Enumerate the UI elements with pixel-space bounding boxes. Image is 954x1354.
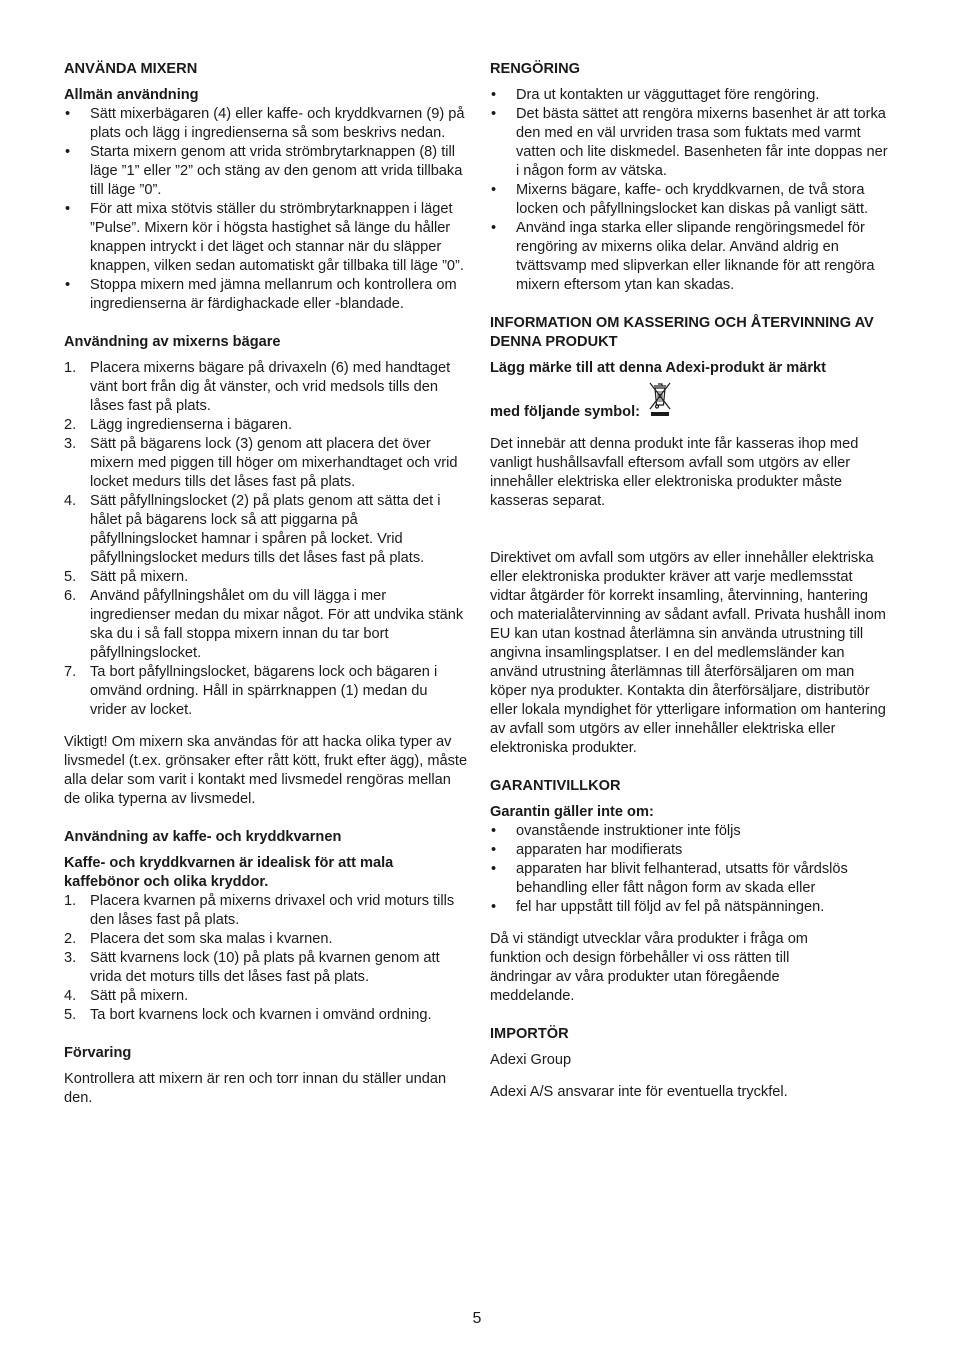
list-item: • apparaten har modifierats: [491, 842, 683, 858]
list-item: 2. Placera det som ska malas i kvarnen.: [64, 931, 333, 947]
disposal-symbol-label: med följande symbol:: [490, 404, 641, 420]
section-heading-using-mixer: ANVÄNDA MIXERN: [64, 61, 198, 77]
list-item: 5. Ta bort kvarnens lock och kvarnen i omvänd ordning.: [64, 1007, 432, 1023]
list-item: 3. Sätt kvarnens lock (10) på plats på kvarnen genom att vrida det moturs tills det låses fast på plats.: [64, 950, 440, 985]
list-item: 1. Placera kvarnen på mixerns drivaxel och vrid moturs tills den låses fast på plats.: [64, 893, 455, 928]
list-item: • Sätt mixerbägaren (4) eller kaffe- och kryddkvarnen (9) på plats och lägg i ingredienserna så som beskrivs nedan.: [65, 106, 465, 141]
list-item: 6. Använd påfyllningshålet om du vill lägga i mer ingredienser medan du mixar något. För att undvika stänk ska du i så fall stoppa mixern innan du tar bort påfyllningslocket.: [64, 588, 464, 661]
warranty-paragraph: Då vi ständigt utvecklar våra produkter i fråga om funktion och design förbehåller vi oss rätten till ändringar av våra produkter utan föregående meddelande.: [490, 931, 808, 1004]
disposal-paragraph-2: Direktivet om avfall som utgörs av eller innehåller elektriska eller elektroniska produkter kräver att varje medlemsstat vidtar åtgärder för korrekt insamling, återvinning, hantering och materialåtervinning av sådant avfall. Privata hushåll inom EU kan utan kostnad återlämna sin använda utrustning till angivna insamlingsplatser. I en del medlemsländer kan använd utrustning återlämnas till återförsäljaren om man köper nya produkter. Kontakta din återförsäljare, distributör eller lokala myndighet för ytterligare information om hantering av avfall som utgörs av eller innehåller elektriska eller elektroniska produkter.: [490, 550, 886, 756]
right-column: [490, 60, 890, 1102]
grinder-intro: Kaffe- och kryddkvarnen är idealisk för att mala kaffebönor och olika kryddor.: [64, 855, 394, 890]
subheading-jar-use: Användning av mixerns bägare: [64, 334, 281, 350]
disposal-paragraph-1: Det innebär att denna produkt inte får kasseras ihop med vanligt hushållsavfall eftersom avfall som utgörs av eller innehåller elektriska eller elektroniska produkter måste kasseras separat.: [490, 436, 859, 509]
section-heading-warranty: GARANTIVILLKOR: [490, 778, 621, 794]
warranty-list: [490, 822, 890, 917]
jar-use-list: [64, 359, 468, 720]
left-column: [64, 60, 468, 1108]
section-heading-importer: IMPORTÖR: [490, 1026, 569, 1042]
disposal-bold-line: Lägg märke till att denna Adexi-produkt är märkt: [490, 360, 826, 376]
list-item: 5. Sätt på mixern.: [64, 569, 189, 585]
list-item: • Det bästa sättet att rengöra mixerns basenhet är att torka den med en väl urvriden trasa som fuktats med varmt vatten och lite diskmedel. Basenheten får inte doppas ner i någon form av vätska.: [491, 106, 888, 179]
list-item: 7. Ta bort påfyllningslocket, bägarens lock och bägaren i omvänd ordning. Håll in spärrknappen (1) medan du vrider av locket.: [64, 664, 438, 718]
list-item: • Dra ut kontakten ur vägguttaget före rengöring.: [491, 87, 820, 103]
warranty-subheading: Garantin gäller inte om:: [490, 804, 654, 820]
list-item: • apparaten har blivit felhanterad, utsatts för vårdslös behandling eller fått någon form av skada eller: [491, 861, 848, 896]
list-item: 3. Sätt på bägarens lock (3) genom att placera det över mixern med piggen till höger om mixerhandtaget och vrid locket medurs tills det låses fast på plats.: [64, 436, 458, 490]
list-item: 4. Sätt påfyllningslocket (2) på plats genom att sätta det i hålet på bägarens lock så att piggarna på påfyllningslocket hamnar i spåren på locket. Vrid påfyllningslocket medurs tills det låses fast på plats.: [64, 493, 441, 566]
crossed-out-wheelie-bin-icon: [648, 380, 672, 424]
list-item: • För att mixa stötvis ställer du strömbrytarknappen i läget ”Pulse”. Mixern kör i högsta hastighet så länge du håller knappen intryckt i det läget och stannar när du släpper knappen, vilken sedan automatiskt går tillbaka till läge ”0”.: [65, 201, 464, 274]
list-item: • ovanstående instruktioner inte följs: [491, 823, 741, 839]
list-item: • fel har uppstått till följd av fel på nätspänningen.: [491, 899, 825, 915]
list-item: 4. Sätt på mixern.: [64, 988, 189, 1004]
storage-text: Kontrollera att mixern är ren och torr innan du ställer undan den.: [64, 1071, 447, 1106]
general-use-list: [64, 105, 468, 314]
importer-name: Adexi Group: [490, 1052, 572, 1068]
subheading-general-use: Allmän användning: [64, 87, 199, 103]
cleaning-list: [490, 86, 890, 295]
symbol-line: [490, 380, 890, 422]
important-note: Viktigt! Om mixern ska användas för att hacka olika typer av livsmedel (t.ex. grönsaker efter rått kött, frukt efter ägg), måste alla delar som varit i kontakt med livsmedel rengöras mellan de olika typerna av livsmedel.: [64, 734, 468, 807]
subheading-storage: Förvaring: [64, 1045, 132, 1061]
list-item: 2. Lägg ingredienserna i bägaren.: [64, 417, 293, 433]
page-number: 5: [472, 1310, 482, 1327]
list-item: • Använd inga starka eller slipande rengöringsmedel för rengöring av mixerns olika delar. Använd aldrig en tvättsvamp med slipverkan eller liknande för att rengöra mixern eftersom ytan kan skadas.: [491, 220, 875, 293]
disclaimer: Adexi A/S ansvarar inte för eventuella tryckfel.: [490, 1084, 788, 1100]
section-heading-disposal: INFORMATION OM KASSERING OCH ÅTERVINNING AV DENNA PRODUKT: [490, 315, 874, 350]
list-item: 1. Placera mixerns bägare på drivaxeln (6) med handtaget vänt bort från dig åt vänster, och vrid medsols tills den låses fast på plats.: [64, 360, 451, 414]
list-item: • Starta mixern genom att vrida strömbrytarknappen (8) till läge ”1” eller ”2” och stäng av den genom att vrida tillbaka till läge ”0”.: [65, 144, 463, 198]
subheading-grinder-use: Användning av kaffe- och kryddkvarnen: [64, 829, 342, 845]
list-item: • Mixerns bägare, kaffe- och kryddkvarnen, de två stora locken och påfyllningslocket kan diskas på vanligt sätt.: [491, 182, 869, 217]
list-item: • Stoppa mixern med jämna mellanrum och kontrollera om ingredienserna är färdighackade eller -blandade.: [65, 277, 457, 312]
grinder-use-list: [64, 892, 468, 1025]
section-heading-cleaning: RENGÖRING: [490, 61, 580, 77]
